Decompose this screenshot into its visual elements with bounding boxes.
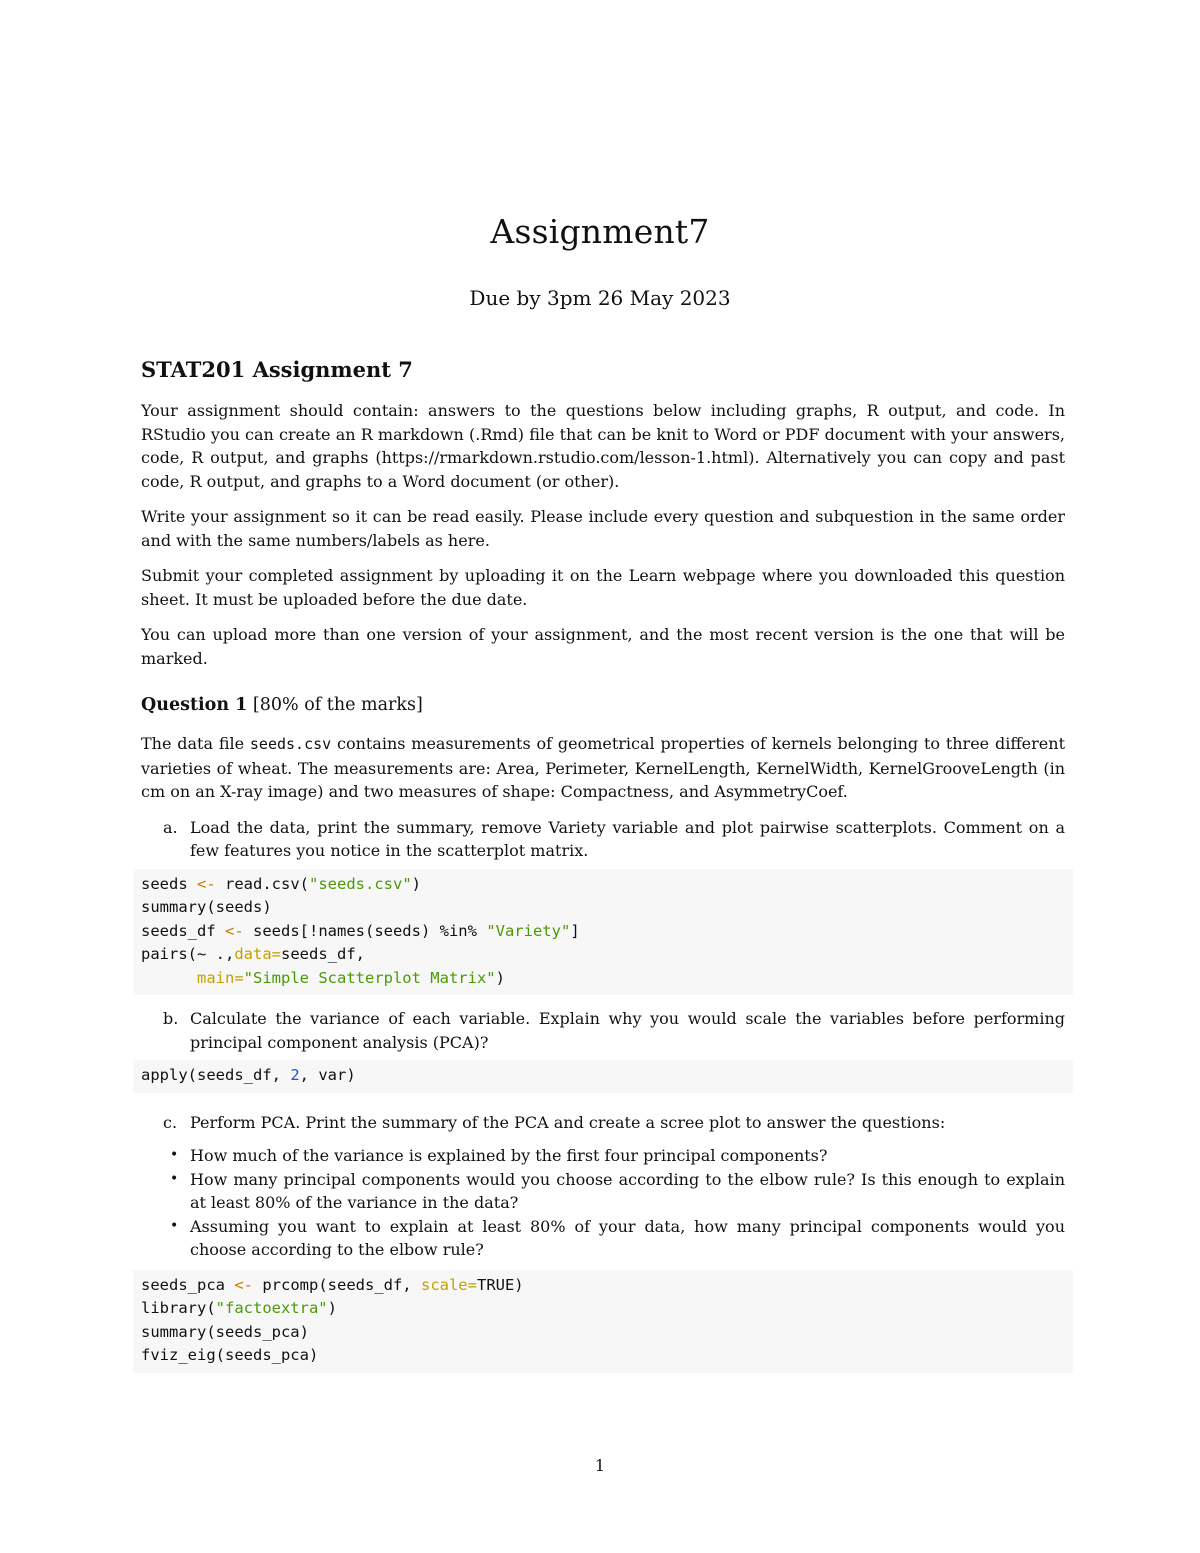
bullet-item: [141, 1168, 1065, 1215]
item-a-marker: a.: [163, 817, 178, 837]
item-c-marker: c.: [163, 1112, 178, 1132]
bullet-icon: •: [170, 1147, 179, 1163]
bullet-icon: •: [170, 1217, 179, 1234]
question-1-intro: [141, 732, 1065, 804]
item-b: [141, 1007, 1065, 1054]
section-heading: STAT201 Assignment 7: [141, 357, 413, 382]
document-due-date: Due by 3pm 26 May 2023: [469, 286, 731, 310]
code-block-b: apply(seeds_df, 2, var): [133, 1060, 1073, 1093]
code-block-a: seeds <- read.csv("seeds.csv") summary(seeds) seeds_df <- seeds[!names(seeds) %in% "Variety"] pairs(~ .,data=seeds_df, main="Simple Scatterplot Matrix"): [133, 869, 1073, 996]
item-c: [141, 1111, 1065, 1135]
item-b-marker: b.: [163, 1009, 179, 1028]
paragraph-versions: You can upload more than one version of your assignment, and the most recent version is the one that will be marked.: [141, 625, 1065, 668]
question-1-items-c: [141, 1111, 1065, 1135]
bullet-item: [141, 1144, 1065, 1168]
document-body: [141, 355, 1065, 1385]
intro-text-after: contains measurements of geometrical properties of kernels belonging to three different varieties of wheat. The measurements are: Area, Perimeter, KernelLength, KernelWidth, KernelGrooveLength (in cm on an X-ray image) and two measures of shape: Compactness, and AsymmetryCoef.: [141, 734, 1066, 801]
question-1-items-a: [141, 816, 1065, 863]
intro-filename: seeds.csv: [249, 735, 332, 753]
paragraph-submission: Submit your completed assignment by uploading it on the Learn webpage where you downloaded this question sheet. It must be uploaded before the due date.: [141, 566, 1065, 609]
document-title: Assignment7: [490, 212, 710, 251]
code-block-c: seeds_pca <- prcomp(seeds_df, scale=TRUE) library("factoextra") summary(seeds_pca) fviz_eig(seeds_pca): [133, 1270, 1073, 1373]
question-1-marks: [80% of the marks]: [247, 695, 423, 715]
bullet-text: How many principal components would you choose according to the elbow rule? Is this enough to explain at least 80% of the variance in the data?: [190, 1169, 1065, 1212]
bullet-text: How much of the variance is explained by the first four principal components?: [190, 1146, 828, 1165]
item-c-text: Perform PCA. Print the summary of the PCA and create a scree plot to answer the questions:: [190, 1112, 946, 1132]
bullet-icon: •: [170, 1170, 179, 1187]
item-b-text: Calculate the variance of each variable. Explain why you would scale the variables before performing principal component analysis (PCA)?: [190, 1009, 1065, 1052]
item-a: [141, 816, 1065, 863]
bullet-text: Assuming you want to explain at least 80% of your data, how many principal components would you choose according to the elbow rule?: [190, 1216, 1065, 1259]
page-number: 1: [594, 1456, 606, 1475]
question-1-heading: [141, 692, 1065, 718]
question-1-bullets: [141, 1144, 1065, 1262]
bullet-item: [141, 1215, 1065, 1262]
item-a-text: Load the data, print the summary, remove Variety variable and plot pairwise scatterplots. Comment on a few features you notice in the scatterplot matrix.: [190, 817, 1065, 860]
paragraph-readability: Write your assignment so it can be read easily. Please include every question and subquestion in the same order and with the same numbers/labels as here.: [141, 507, 1065, 550]
intro-text-before: The data file: [141, 734, 250, 753]
question-1-label: Question 1: [141, 695, 248, 715]
question-1-items-b: [141, 1007, 1065, 1054]
paragraph-instructions: Your assignment should contain: answers to the questions below including graphs, R output, and code. In RStudio you can create an R markdown (.Rmd) file that can be knit to Word or PDF document with your answers, code, R output, and graphs (https://rmarkdown.rstudio.com/lesson-1.html). Alternatively you can copy and past code, R output, and graphs to a Word document (or other).: [141, 401, 1065, 491]
